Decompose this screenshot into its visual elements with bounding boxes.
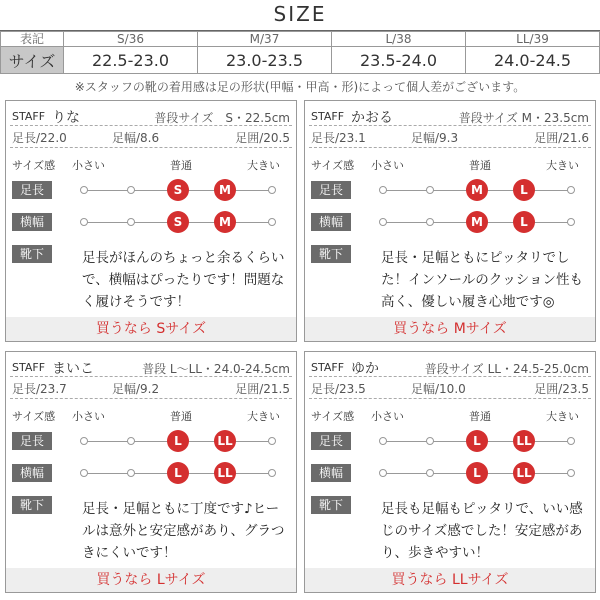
size-table-cell: 23.5-24.0	[332, 47, 466, 74]
fit-scale-dot	[80, 218, 88, 226]
foot-measurements	[12, 129, 290, 145]
foot-girth: 足囲/23.5	[534, 382, 589, 396]
row-tag: 横幅	[12, 464, 52, 482]
size-table-cell: 22.5-23.0	[64, 47, 198, 74]
staff-comment: 足長がほんのちょっと余るくらいで、横幅はぴったりです！問題なく履けそうです！	[82, 250, 285, 310]
staff-comment: 足長・足幅ともに丁度です♪ヒールは意外と安定感があり、グラつきにくいです！	[82, 501, 285, 561]
fit-scale-dot	[127, 437, 135, 445]
staff-label: STAFF	[12, 361, 46, 374]
fit-mark: L	[167, 430, 189, 452]
scale-mid-label: 普通	[170, 410, 192, 423]
staff-name: ゆか	[351, 361, 379, 377]
size-table-header-cell: 表記	[1, 32, 64, 47]
fit-scale-dot	[268, 437, 276, 445]
fit-scale-dot	[379, 437, 387, 445]
staff-name: まいこ	[52, 361, 94, 377]
staff-comment: 足長も足幅もピッタリで、いい感じのサイズ感でした！安定感があり、歩きやすい！	[381, 501, 583, 561]
foot-girth: 足囲/20.5	[235, 131, 290, 145]
fit-scale-dot	[80, 469, 88, 477]
foot-width: 足幅/9.2	[112, 382, 160, 396]
staff-label: STAFF	[311, 361, 345, 374]
foot-length: 足長/23.7	[12, 382, 67, 396]
fit-mark: L	[466, 462, 488, 484]
staff-card	[304, 100, 596, 342]
fit-scale-dot	[426, 437, 434, 445]
usual-size: 普段サイズ S・22.5cm	[154, 111, 290, 125]
foot-length: 足長/23.1	[311, 131, 366, 145]
fit-scale-dot	[127, 218, 135, 226]
recommendation: 買うなら LLサイズ	[305, 568, 595, 592]
fit-scale-dot	[379, 186, 387, 194]
row-tag: 靴下	[12, 496, 52, 514]
usual-size: 普段サイズ LL・24.5-25.0cm	[424, 362, 589, 376]
size-table-header-cell: S/36	[64, 32, 198, 47]
fit-mark: L	[466, 430, 488, 452]
staff-card	[5, 351, 297, 593]
fit-scale-dot	[567, 437, 575, 445]
scale-big-label: 大きい	[247, 410, 280, 423]
row-tag: 横幅	[311, 213, 351, 231]
recommendation: 買うなら Mサイズ	[305, 317, 595, 341]
scale-big-label: 大きい	[247, 159, 280, 172]
fit-mark: M	[214, 211, 236, 233]
fit-scale-dot	[426, 469, 434, 477]
scale-section-label: サイズ感	[311, 159, 355, 172]
dashed-divider	[10, 125, 292, 126]
scale-big-label: 大きい	[546, 159, 579, 172]
fit-scale-dot	[127, 186, 135, 194]
fit-mark: LL	[513, 462, 535, 484]
row-tag: 足長	[12, 432, 52, 450]
foot-girth: 足囲/21.5	[235, 382, 290, 396]
foot-width: 足幅/9.3	[411, 131, 459, 145]
fit-mark: L	[167, 462, 189, 484]
scale-mid-label: 普通	[469, 159, 491, 172]
fit-mark: S	[167, 211, 189, 233]
staff-header	[311, 358, 589, 376]
scale-big-label: 大きい	[546, 410, 579, 423]
fit-mark: LL	[214, 430, 236, 452]
foot-width: 足幅/8.6	[112, 131, 160, 145]
foot-girth: 足囲/21.6	[534, 131, 589, 145]
fit-scale-dot	[567, 186, 575, 194]
fit-scale-dot	[426, 186, 434, 194]
fit-mark: M	[466, 179, 488, 201]
dashed-divider	[309, 125, 591, 126]
scale-section-label: サイズ感	[12, 410, 56, 423]
scale-mid-label: 普通	[469, 410, 491, 423]
dashed-divider	[309, 398, 591, 399]
scale-section-label: サイズ感	[12, 159, 56, 172]
scale-small-label: 小さい	[72, 410, 105, 423]
size-table-cell: 23.0-23.5	[198, 47, 332, 74]
staff-label: STAFF	[12, 110, 46, 123]
fit-mark: L	[513, 179, 535, 201]
dashed-divider	[10, 376, 292, 377]
fit-note: ※スタッフの靴の着用感は足の形状(甲幅・甲高・形)によって個人差がございます。	[74, 80, 526, 94]
scale-small-label: 小さい	[72, 159, 105, 172]
scale-mid-label: 普通	[170, 159, 192, 172]
staff-header	[12, 358, 290, 376]
page-title: SIZE	[273, 2, 327, 26]
row-tag: 足長	[311, 432, 351, 450]
fit-mark: L	[513, 211, 535, 233]
recommendation: 買うなら Sサイズ	[6, 317, 296, 341]
foot-measurements	[311, 129, 589, 145]
staff-label: STAFF	[311, 110, 345, 123]
scale-small-label: 小さい	[371, 159, 404, 172]
foot-length: 足長/23.5	[311, 382, 366, 396]
fit-scale-dot	[268, 186, 276, 194]
foot-measurements	[311, 380, 589, 396]
scale-header	[12, 157, 290, 171]
foot-width: 足幅/10.0	[411, 382, 466, 396]
staff-name: かおる	[351, 110, 393, 126]
dashed-divider	[10, 147, 292, 148]
fit-scale-dot	[80, 186, 88, 194]
size-table-header-cell: M/37	[198, 32, 332, 47]
size-table-header-cell: LL/39	[466, 32, 600, 47]
size-table-header-cell: L/38	[332, 32, 466, 47]
row-tag: 足長	[311, 181, 351, 199]
size-table-header-row	[1, 32, 600, 47]
size-table-value-row	[1, 47, 600, 74]
size-table-row-label: サイズ	[1, 47, 64, 74]
fit-scale-dot	[567, 218, 575, 226]
row-tag: 靴下	[311, 496, 351, 514]
staff-card	[5, 100, 297, 342]
fit-scale-dot	[127, 469, 135, 477]
size-table	[0, 31, 600, 74]
scale-section-label: サイズ感	[311, 410, 355, 423]
scale-header	[311, 408, 589, 422]
fit-mark: LL	[214, 462, 236, 484]
dashed-divider	[10, 398, 292, 399]
row-tag: 靴下	[12, 245, 52, 263]
row-tag: 横幅	[311, 464, 351, 482]
fit-scale-dot	[268, 218, 276, 226]
foot-measurements	[12, 380, 290, 396]
row-tag: 横幅	[12, 213, 52, 231]
staff-header	[311, 107, 589, 125]
fit-mark: S	[167, 179, 189, 201]
scale-small-label: 小さい	[371, 410, 404, 423]
row-tag: 靴下	[311, 245, 351, 263]
scale-header	[12, 408, 290, 422]
staff-header	[12, 107, 290, 125]
usual-size: 普段サイズ M・23.5cm	[458, 111, 589, 125]
usual-size: 普段 L〜LL・24.0-24.5cm	[142, 362, 290, 376]
staff-card	[304, 351, 596, 593]
staff-name: りな	[52, 110, 80, 126]
fit-scale-dot	[379, 218, 387, 226]
fit-mark: M	[466, 211, 488, 233]
fit-scale-dot	[268, 469, 276, 477]
fit-mark: LL	[513, 430, 535, 452]
fit-scale-dot	[379, 469, 387, 477]
staff-comment: 足長・足幅ともにピッタリでした！インソールのクッション性も高く、優しい履き心地です◎	[381, 250, 583, 310]
fit-scale-dot	[567, 469, 575, 477]
fit-scale-dot	[426, 218, 434, 226]
recommendation: 買うなら Lサイズ	[6, 568, 296, 592]
fit-mark: M	[214, 179, 236, 201]
fit-scale-dot	[80, 437, 88, 445]
foot-length: 足長/22.0	[12, 131, 67, 145]
row-tag: 足長	[12, 181, 52, 199]
scale-header	[311, 157, 589, 171]
dashed-divider	[309, 376, 591, 377]
size-table-cell: 24.0-24.5	[466, 47, 600, 74]
dashed-divider	[309, 147, 591, 148]
